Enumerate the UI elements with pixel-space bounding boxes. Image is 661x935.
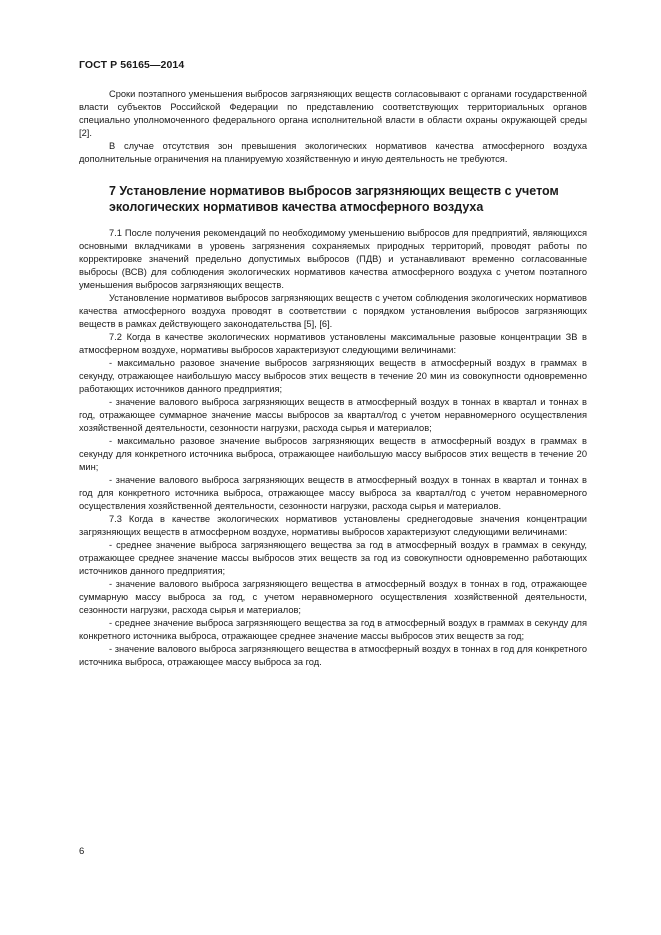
body-paragraph: Сроки поэтапного уменьшения выбросов загрязняющих веществ согласовывают с органами государственной власти субъектов Российской Федерации по представлению соответствующих территориальных органов специально уполномоченного федерального органа исполнительной власти в области охраны окружающей среды [2].	[79, 89, 587, 138]
list-item: - значение валового выброса загрязняющих веществ в атмосферный воздух в тоннах в квартал и тоннах в год, отражающее суммарное значение массы выбросов за квартал/год с учетом неравномерного осуществления хозяйственной деятельности, сезонности нагрузки, расхода сырья и материалов;	[79, 397, 587, 433]
page-body	[79, 88, 587, 669]
list-item: - максимально разовое значение выбросов загрязняющих веществ в атмосферный воздух в граммах в секунду, отражающее наибольшую массу выбросов этих веществ в течение 20 мин из совокупности одновременно работающих источников данного предприятия;	[79, 358, 587, 394]
clause-paragraph: 7.3 Когда в качестве экологических нормативов установлены среднегодовые значения концентрации загрязняющих веществ в атмосферном воздухе, нормативы выбросов характеризуют следующими величинами:	[79, 514, 587, 537]
clause-paragraph: 7.1 После получения рекомендаций по необходимому уменьшению выбросов для предприятий, являющихся основными вкладчиками в уровень загрязнения сохраняемых природных территорий, проводят работы по корректировке значений предельно допустимых выбросов (ПДВ) и устанавливают временно согласованные выбросы (ВСВ) для соблюдения экологических нормативов качества атмосферного воздуха с учетом поэтапного уменьшения выбросов загрязняющих веществ.	[79, 228, 587, 290]
page-number: 6	[79, 846, 85, 857]
list-item: - значение валового выброса загрязняющего вещества в атмосферный воздух в тоннах в год для конкретного источника выброса, отражающее массу выброса за год.	[79, 644, 587, 667]
list-item: - среднее значение выброса загрязняющего вещества за год в атмосферный воздух в граммах в секунду для конкретного источника выброса, отражающее среднее значение массы выбросов этих веществ за год;	[79, 618, 587, 641]
section-heading: 7 Установление нормативов выбросов загрязняющих веществ с учетом экологических нормативов качества атмосферного воздуха	[109, 184, 559, 214]
list-item: - значение валового выброса загрязняющих веществ в атмосферный воздух в тоннах в квартал и тоннах в год для конкретного источника выброса, отражающее массу выброса за квартал/год с учетом неравномерного осуществления хозяйственной деятельности, сезонности нагрузки, расхода сырья и материалов.	[79, 475, 587, 511]
list-item: - максимально разовое значение выбросов загрязняющих веществ в атмосферный воздух в граммах в секунду для конкретного источника выброса, отражающее наибольшую массу выбросов этих веществ в течение 20 мин;	[79, 436, 587, 472]
clause-paragraph: Установление нормативов выбросов загрязняющих веществ с учетом соблюдения экологических нормативов качества атмосферного воздуха проводят в соответствии с порядком установления выбросов загрязняющих веществ в рамках действующего законодательства [5], [6].	[79, 293, 587, 329]
body-paragraph: В случае отсутствия зон превышения экологических нормативов качества атмосферного воздуха дополнительные ограничения на планируемую хозяйственную и иную деятельность не требуются.	[79, 141, 587, 164]
clause-paragraph: 7.2 Когда в качестве экологических нормативов установлены максимальные разовые концентрации ЗВ в атмосферном воздухе, нормативы выбросов характеризуют следующими величинами:	[79, 332, 587, 355]
list-item: - среднее значение выброса загрязняющего вещества за год в атмосферный воздух в граммах в секунду, отражающее среднее значение массы выбросов этих веществ за год из совокупности одновременно работающих источников данного предприятия;	[79, 540, 587, 576]
list-item: - значение валового выброса загрязняющего вещества в атмосферный воздух в тоннах в год, отражающее суммарную массу выброса за год, с учетом неравномерного осуществления хозяйственной деятельности, сезонности нагрузки, расхода сырья и материалов;	[79, 579, 587, 615]
standard-header: ГОСТ Р 56165—2014	[79, 59, 185, 71]
